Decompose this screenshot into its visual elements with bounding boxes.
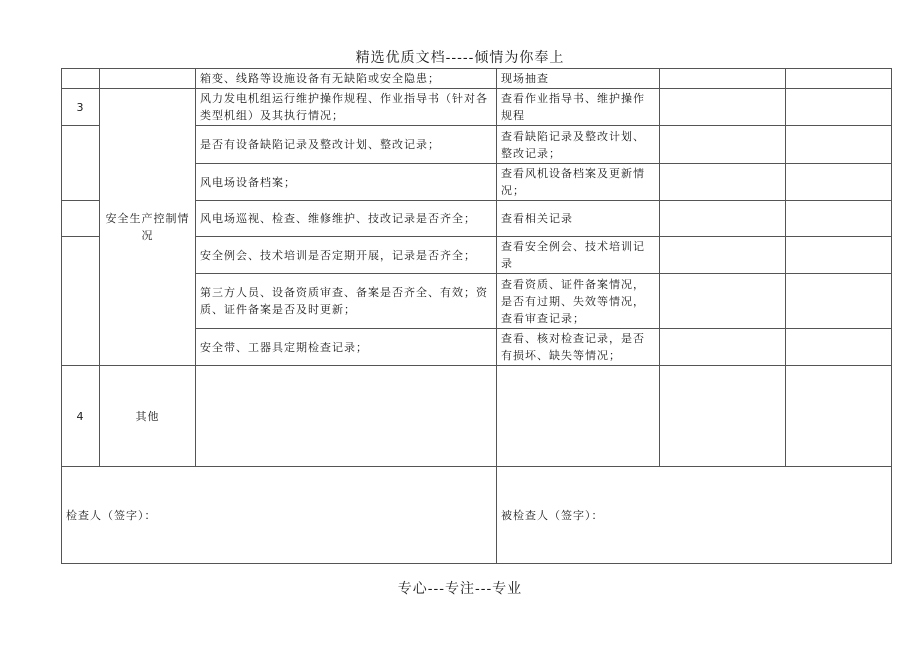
inspector-signature: 检查人（签字）： [62,467,497,564]
number-cell [62,201,100,237]
remark-cell [786,237,892,274]
method-cell: 查看相关记录 [497,201,660,237]
result-cell [660,89,786,126]
method-cell: 查看、核对检查记录，是否有损坏、缺失等情况； [497,329,660,366]
item-cell: 是否有设备缺陷记录及整改计划、整改记录； [196,126,497,164]
result-cell [660,126,786,164]
page-header-title: 精选优质文档-----倾情为你奉上 [355,50,565,66]
item-cell: 风电场设备档案； [196,164,497,201]
remark-cell [786,69,892,89]
method-cell [497,366,660,467]
item-cell: 风电场巡视、检查、维修维护、技改记录是否齐全； [196,201,497,237]
section-number: 3 [62,89,100,126]
result-cell [660,69,786,89]
result-cell [660,366,786,467]
remark-cell [786,89,892,126]
method-cell: 查看安全例会、技术培训记录 [497,237,660,274]
number-cell [62,237,100,366]
method-cell: 查看缺陷记录及整改计划、整改记录； [497,126,660,164]
table-row [62,69,892,89]
category-cell [100,69,196,89]
method-cell: 查看资质、证件备案情况，是否有过期、失效等情况，查看审查记录； [497,274,660,329]
remark-cell [786,329,892,366]
page-footer-text: 专心---专注---专业 [397,581,523,597]
signature-row [62,467,892,564]
remark-cell [786,126,892,164]
result-cell [660,237,786,274]
result-cell [660,329,786,366]
item-cell: 风力发电机组运行维护操作规程、作业指导书（针对各类型机组）及其执行情况； [196,89,497,126]
remark-cell [786,274,892,329]
remark-cell [786,164,892,201]
item-cell: 箱变、线路等设施设备有无缺陷或安全隐患； [196,69,497,89]
result-cell [660,201,786,237]
table-row [62,366,892,467]
section-number: 4 [62,366,100,467]
method-cell: 查看作业指导书、维护操作规程 [497,89,660,126]
inspectee-signature: 被检查人（签字）： [497,467,892,564]
item-cell [196,366,497,467]
item-cell: 第三方人员、设备资质审查、备案是否齐全、有效；资质、证件备案是否及时更新； [196,274,497,329]
number-cell [62,126,100,201]
item-cell: 安全带、工器具定期检查记录； [196,329,497,366]
item-cell: 安全例会、技术培训是否定期开展，记录是否齐全； [196,237,497,274]
inspection-table [61,68,892,564]
table-row [62,89,892,126]
remark-cell [786,201,892,237]
method-cell: 查看风机设备档案及更新情况； [497,164,660,201]
section-category: 其他 [100,366,196,467]
number-cell [62,69,100,89]
method-cell: 现场抽查 [497,69,660,89]
result-cell [660,274,786,329]
section-category: 安全生产控制情况 [100,89,196,366]
remark-cell [786,366,892,467]
result-cell [660,164,786,201]
